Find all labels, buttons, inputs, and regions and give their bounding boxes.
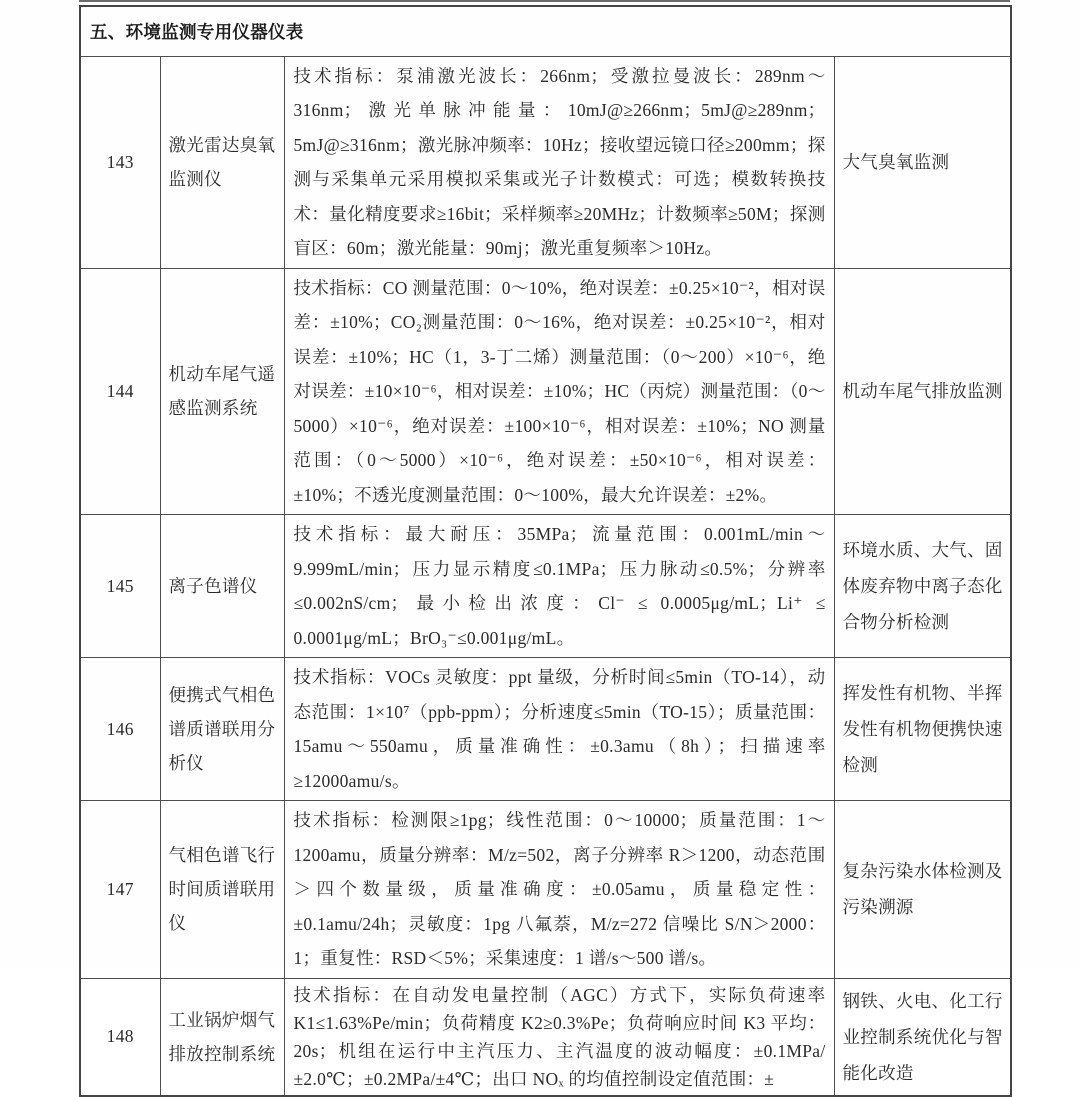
- technical-specs: 技术指标：在自动发电量控制（AGC）方式下，实际负荷速率 K1≤1.63%Pe/min；负荷精度 K2≥0.3%Pe；负荷响应时间 K3 平均：20s；机组在运行中主汽压力、主汽温度的波动幅度：±0.1MPa/±2.0℃；±0.2MPa/±4℃；出口 NOₓ 的均值控制设定值范围：±: [284, 978, 834, 1096]
- page-top-rule: [79, 0, 1010, 2]
- instrument-name: 工业锅炉烟气排放控制系统: [160, 978, 284, 1096]
- row-number: 148: [80, 978, 160, 1096]
- instrument-name: 机动车尾气遥感监测系统: [160, 268, 284, 515]
- table-row: [80, 658, 1011, 801]
- row-number: 144: [80, 268, 160, 515]
- table-row: [80, 515, 1011, 658]
- table-row: [80, 978, 1011, 1096]
- row-number: 145: [80, 515, 160, 658]
- technical-specs: 技术指标：泵浦激光波长：266nm；受激拉曼波长：289nm～316nm；激光单脉冲能量：10mJ@≥266nm；5mJ@≥289nm；5mJ@≥316nm；激光脉冲频率：10Hz；接收望远镜口径≥200mm；探测与采集单元采用模拟采集或光子计数模式：可选；模数转换技术：量化精度要求≥16bit；采样频率≥20MHz；计数频率≥50M；探测盲区：60m；激光能量：90mj；激光重复频率＞10Hz。: [284, 56, 834, 268]
- application-field: 大气臭氧监测: [834, 56, 1011, 268]
- instrument-name: 气相色谱飞行时间质谱联用仪: [160, 801, 284, 979]
- table-row: [80, 56, 1011, 268]
- instrument-table: [79, 5, 1012, 1097]
- instrument-name: 离子色谱仪: [160, 515, 284, 658]
- application-field: 复杂污染水体检测及污染溯源: [834, 801, 1011, 979]
- instrument-name: 便携式气相色谱质谱联用分析仪: [160, 658, 284, 801]
- row-number: 143: [80, 56, 160, 268]
- table-row: [80, 801, 1011, 979]
- row-number: 147: [80, 801, 160, 979]
- technical-specs: 技术指标：VOCs 灵敏度：ppt 量级，分析时间≤5min（TO-14），动态范围：1×10⁷（ppb-ppm）；分析速度≤5min（TO-15）；质量范围：15amu～550amu，质量准确性：±0.3amu（8h）；扫描速率≥12000amu/s。: [284, 658, 834, 801]
- row-number: 146: [80, 658, 160, 801]
- application-field: 钢铁、火电、化工行业控制系统优化与智能化改造: [834, 978, 1011, 1096]
- application-field: 机动车尾气排放监测: [834, 268, 1011, 515]
- application-field: 挥发性有机物、半挥发性有机物便携快速检测: [834, 658, 1011, 801]
- technical-specs: 技术指标：最大耐压：35MPa；流量范围：0.001mL/min～9.999mL/min；压力显示精度≤0.1MPa；压力脉动≤0.5%；分辨率≤0.002nS/cm；最小检出浓度：Cl⁻ ≤ 0.0005μg/mL；Li⁺ ≤ 0.0001μg/mL；BrO₃⁻≤0.001μg/mL。: [284, 515, 834, 658]
- application-field: 环境水质、大气、固体废弃物中离子态化合物分析检测: [834, 515, 1011, 658]
- technical-specs: 技术指标：CO 测量范围：0～10%，绝对误差：±0.25×10⁻²，相对误差：±10%；CO₂测量范围：0～16%，绝对误差：±0.25×10⁻²，相对误差：±10%；HC（1，3-丁二烯）测量范围：（0～200）×10⁻⁶，绝对误差：±10×10⁻⁶，相对误差：±10%；HC（丙烷）测量范围：（0～5000）×10⁻⁶，绝对误差：±100×10⁻⁶，相对误差：±10%；NO 测量范围：（0～5000）×10⁻⁶，绝对误差：±50×10⁻⁶，相对误差：±10%；不透光度测量范围：0～100%，最大允许误差：±2%。: [284, 268, 834, 515]
- section-header-row: [80, 6, 1011, 56]
- table-row: [80, 268, 1011, 515]
- instrument-name: 激光雷达臭氧监测仪: [160, 56, 284, 268]
- section-title: 五、环境监测专用仪器仪表: [80, 6, 1011, 56]
- technical-specs: 技术指标：检测限≥1pg；线性范围：0～10000；质量范围：1～1200amu，质量分辨率：M/z=502，离子分辨率 R＞1200，动态范围＞四个数量级，质量准确度：±0.05amu，质量稳定性：±0.1amu/24h；灵敏度：1pg 八氟萘，M/z=272 信噪比 S/N＞2000：1；重复性：RSD＜5%；采集速度：1 谱/s～500 谱/s。: [284, 801, 834, 979]
